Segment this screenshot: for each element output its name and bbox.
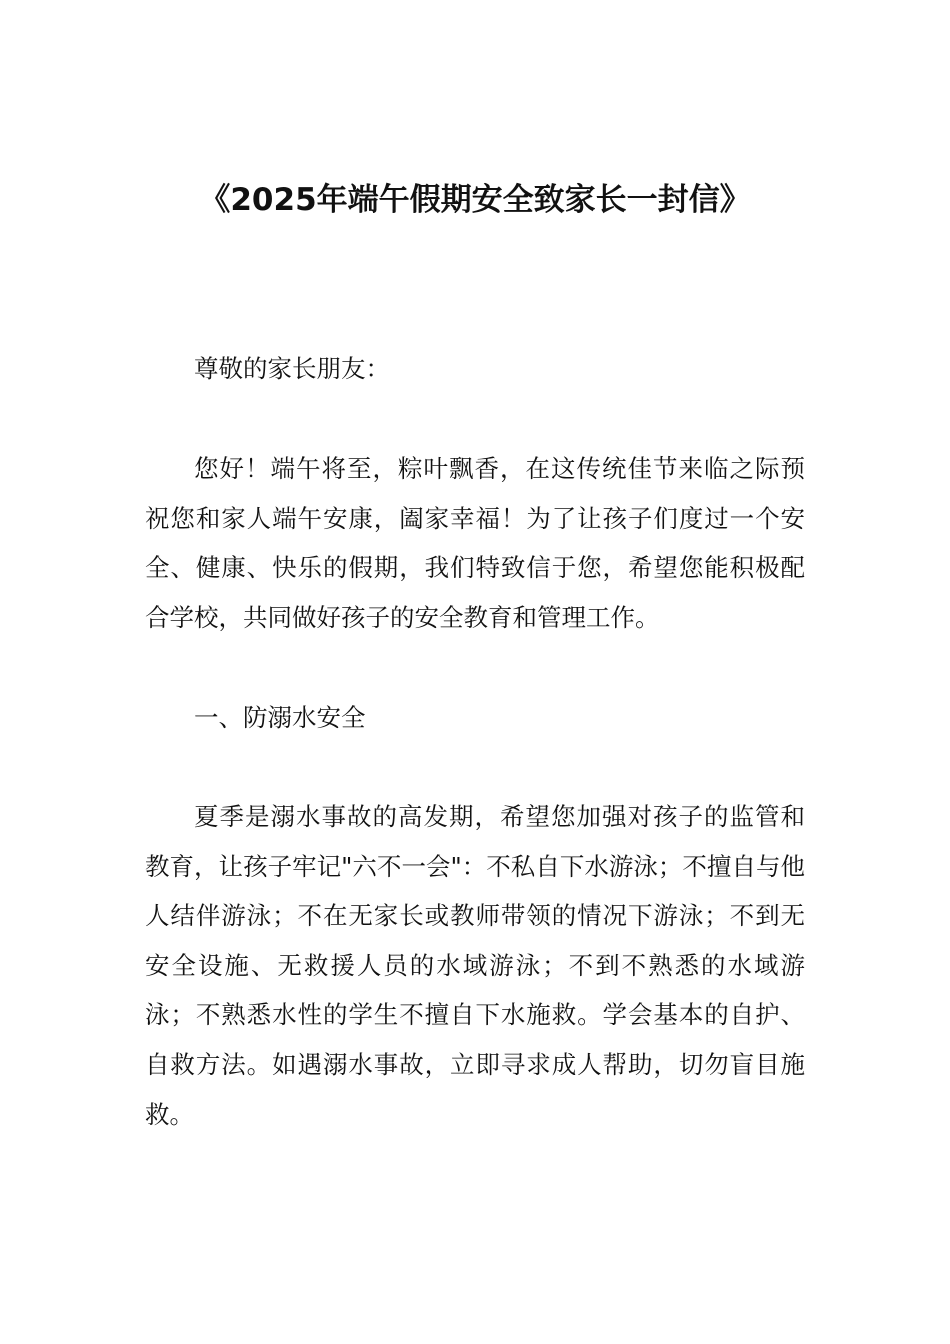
salutation: 尊敬的家长朋友： [194,354,390,383]
document-title: 《2025年端午假期安全致家长一封信》 [199,181,751,218]
section-heading: 一、防溺水安全 [194,703,366,732]
section-paragraph: 夏季是溺水事故的高发期，希望您加强对孩子的监管和教育，让孩子牢记"六不一会"：不私自下水游泳；不擅自与他人结伴游泳；不在无家长或教师带领的情况下游泳；不到无安全设施、无救援人员的水域游泳；不到不熟悉的水域游泳；不熟悉水性的学生不擅自下水施救。学会基本的自护、自救方法。如遇溺水事故，立即寻求成人帮助，切勿盲目施救。 [145,802,805,1129]
intro-paragraph: 您好！端午将至，粽叶飘香，在这传统佳节来临之际预祝您和家人端午安康，阖家幸福！为了让孩子们度过一个安全、健康、快乐的假期，我们特致信于您，希望您能积极配合学校，共同做好孩子的安全教育和管理工作。 [145,454,805,632]
